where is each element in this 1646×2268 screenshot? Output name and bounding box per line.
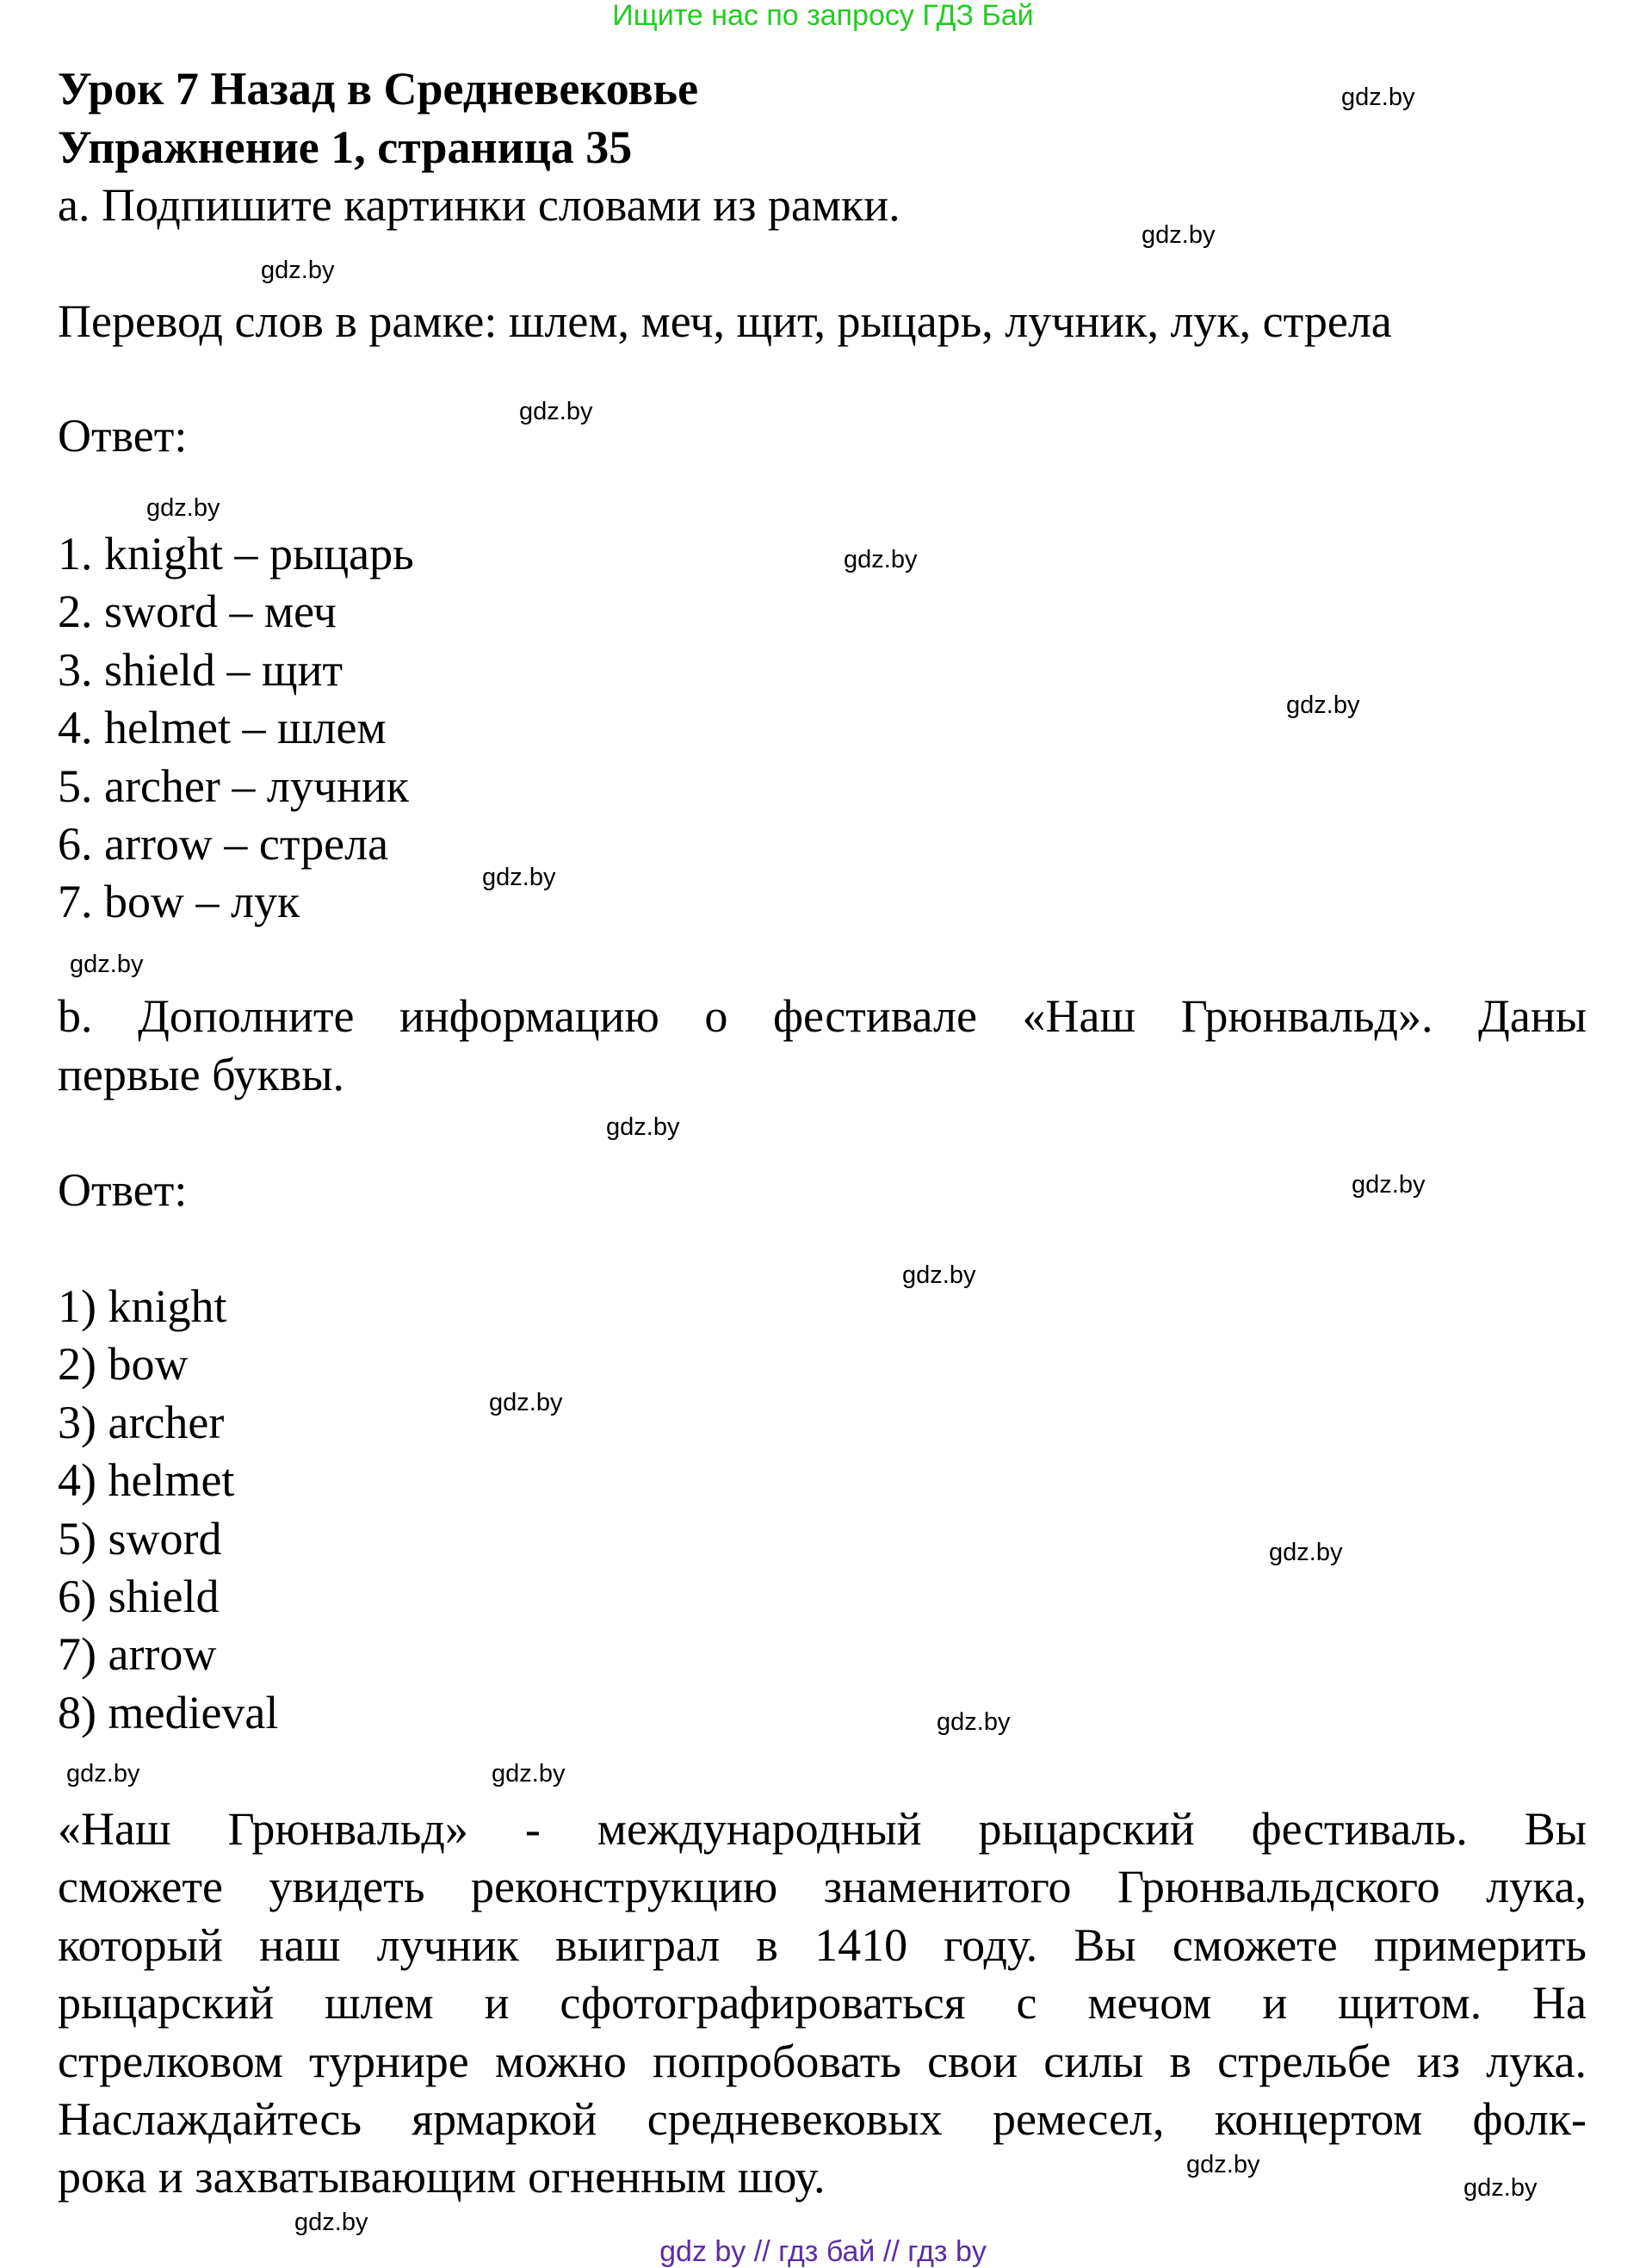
answer-item: 3) archer xyxy=(58,1396,225,1448)
paragraph-line: сможете увидеть реконструкцию знаменитого Грюнвальдского лука, xyxy=(58,1861,1587,1913)
exercise-title: Упражнение 1, страница 35 xyxy=(58,121,633,173)
paragraph-line: рыцарский шлем и сфотографироваться с мечом и щитом. На xyxy=(58,1977,1587,2029)
watermark-text: gdz.by xyxy=(1186,2151,1260,2178)
answer-item: 7) arrow xyxy=(58,1628,217,1681)
answer-item: 6. arrow – стрела xyxy=(58,818,389,870)
paragraph-line: Наслаждайтесь ярмаркой средневековых ремесел, концертом фолк- xyxy=(58,2093,1587,2145)
answer-item: 4. helmet – шлем xyxy=(58,702,387,754)
watermark-text: gdz.by xyxy=(606,1113,680,1141)
part-b-task-line: b. Дополните информацию о фестивале «Наш Грюнвальд». Даны xyxy=(58,990,1587,1042)
part-b-task-line: первые буквы. xyxy=(58,1049,345,1100)
answer-item: 1. knight – рыцарь xyxy=(58,528,414,579)
lesson-title: Урок 7 Назад в Средневековье xyxy=(58,63,699,115)
footer-links: gdz by // гдз бай // гдз by xyxy=(659,2235,987,2268)
answer-label-a: Ответ: xyxy=(58,410,188,462)
answer-item: 2) bow xyxy=(58,1338,189,1391)
answer-item: 2. sword – меч xyxy=(58,586,337,638)
answer-item: 5. archer – лучник xyxy=(58,759,410,812)
search-banner: Ищите нас по запросу ГДЗ Бай xyxy=(612,0,1034,32)
watermark-text: gdz.by xyxy=(902,1261,976,1289)
watermark-text: gdz.by xyxy=(261,257,335,284)
watermark-text: gdz.by xyxy=(1352,1171,1426,1199)
watermark-text: gdz.by xyxy=(492,1760,566,1788)
watermark-text: gdz.by xyxy=(1269,1539,1343,1566)
watermark-text: gdz.by xyxy=(1286,691,1360,719)
watermark-text: gdz.by xyxy=(489,1389,563,1416)
answer-item: 3. shield – щит xyxy=(58,643,343,696)
answer-item: 1) knight xyxy=(58,1280,227,1332)
paragraph-line: рока и захватывающим огненным шоу. xyxy=(58,2151,826,2203)
watermark-text: gdz.by xyxy=(146,494,220,522)
translation-line: Перевод слов в рамке: шлем, меч, щит, рыцарь, лучник, лук, стрела xyxy=(58,295,1392,347)
answer-item: 5) sword xyxy=(58,1512,222,1565)
answer-label-b: Ответ: xyxy=(58,1164,188,1216)
watermark-text: gdz.by xyxy=(844,546,918,573)
watermark-text: gdz.by xyxy=(482,864,556,891)
watermark-text: gdz.by xyxy=(66,1760,140,1788)
watermark-text: gdz.by xyxy=(1341,84,1415,111)
watermark-text: gdz.by xyxy=(1463,2174,1538,2202)
watermark-text: gdz.by xyxy=(937,1708,1011,1736)
answer-item: 4) helmet xyxy=(58,1454,235,1507)
answer-item: 8) medieval xyxy=(58,1686,279,1738)
paragraph-line: который наш лучник выиграл в 1410 году. Вы сможете примерить xyxy=(58,1918,1587,1971)
watermark-text: gdz.by xyxy=(70,951,144,978)
watermark-text: gdz.by xyxy=(1142,221,1216,249)
watermark-text: gdz.by xyxy=(294,2209,368,2236)
paragraph-line: стрелковом турнире можно попробовать свои силы в стрельбе из лука. xyxy=(58,2035,1587,2087)
answer-item: 7. bow – лук xyxy=(58,876,300,928)
watermark-text: gdz.by xyxy=(519,398,593,425)
part-a-task: a. Подпишите картинки словами из рамки. xyxy=(58,179,900,231)
paragraph-line: «Наш Грюнвальд» - международный рыцарский фестиваль. Вы xyxy=(58,1803,1587,1855)
answer-item: 6) shield xyxy=(58,1571,220,1622)
